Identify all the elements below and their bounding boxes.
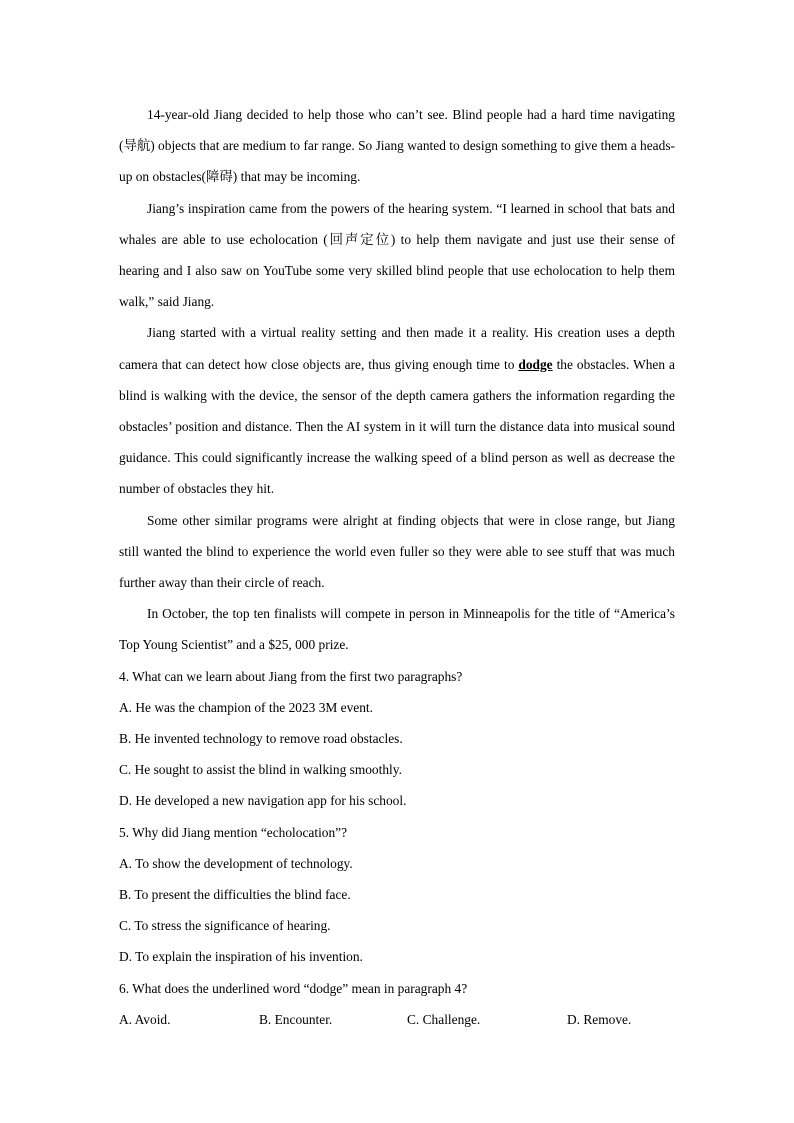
paragraph-3	[119, 317, 675, 504]
question-4-stem: 4. What can we learn about Jiang from the first two paragraphs?	[119, 668, 463, 684]
paragraph-3-text-before: Jiang started with a virtual reality setting and then made it a reality. His creation uses a depth camera that can detect how close objects are, thus giving enough time to	[119, 325, 675, 372]
question-4-option-b: B. He invented technology to remove road obstacles.	[119, 731, 403, 747]
question-5-option-d: D. To explain the inspiration of his invention.	[119, 949, 363, 965]
question-4-option-c: C. He sought to assist the blind in walking smoothly.	[119, 762, 402, 778]
question-6-stem: 6. What does the underlined word “dodge” mean in paragraph 4?	[119, 980, 468, 996]
question-5	[119, 817, 675, 973]
question-6-options-row	[119, 1004, 675, 1035]
question-6-option-c: C. Challenge.	[407, 1011, 481, 1027]
question-5-option-c: C. To stress the significance of hearing.	[119, 918, 331, 934]
question-5-option-b: B. To present the difficulties the blind face.	[119, 887, 351, 903]
paragraph-2: Jiang’s inspiration came from the powers of the hearing system. “I learned in school that bats and whales are able to use echolocation (回声定位) to help them navigate and just use their sense of hearing and I also saw on YouTube some very skilled blind people that use echolocation to help them walk,” said Jiang.	[119, 200, 675, 310]
question-5-option-a: A. To show the development of technology.	[119, 855, 353, 871]
document-page	[119, 99, 675, 1035]
paragraph-1: 14-year-old Jiang decided to help those who can’t see. Blind people had a hard time navigating (导航) objects that are medium to far range. So Jiang wanted to design something to give them a heads-up on obstacles(障碍) that may be incoming.	[119, 107, 675, 185]
question-4-option-d: D. He developed a new navigation app for his school.	[119, 793, 407, 809]
paragraph-4: Some other similar programs were alright at finding objects that were in close range, but Jiang still wanted the blind to experience the world even fuller so they were able to see stuff that was much further away than their circle of reach.	[119, 512, 675, 591]
paragraph-5: In October, the top ten finalists will compete in person in Minneapolis for the title of “America’s Top Young Scientist” and a $25, 000 prize.	[119, 606, 675, 653]
question-6	[119, 973, 675, 1035]
question-6-option-b: B. Encounter.	[259, 1011, 333, 1027]
question-6-option-a: A. Avoid.	[119, 1011, 171, 1027]
underlined-word-dodge: dodge	[518, 356, 553, 372]
paragraph-3-text-after: the obstacles. When a blind is walking with the device, the sensor of the depth camera gathers the information regarding the obstacles’ position and distance. Then the AI system in it will turn the distance data into musical sound guidance. This could significantly increase the walking speed of a blind person as well as decrease the number of obstacles they hit.	[119, 356, 675, 497]
question-5-stem: 5. Why did Jiang mention “echolocation”?	[119, 824, 348, 840]
question-6-option-d: D. Remove.	[567, 1011, 632, 1027]
question-4-option-a: A. He was the champion of the 2023 3M event.	[119, 699, 373, 715]
question-4	[119, 661, 675, 817]
